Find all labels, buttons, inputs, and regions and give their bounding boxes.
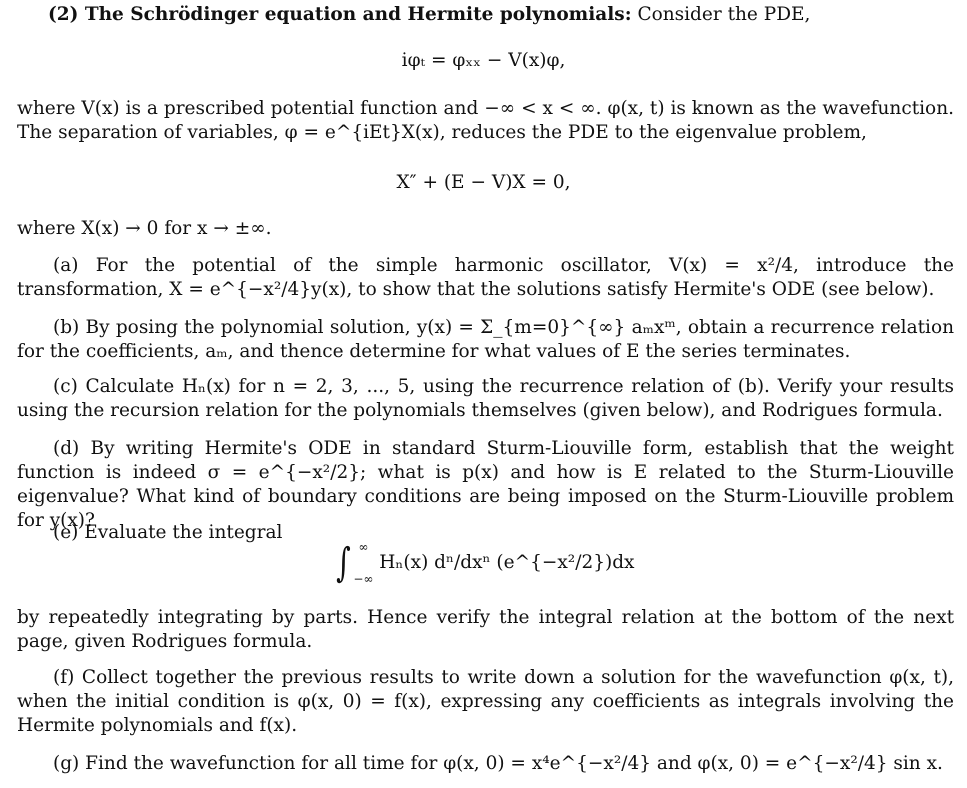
part-g: (g) Find the wavefunction for all time for φ(x, 0) = x⁴e^{−x²/4} and φ(x, 0) = e^{−x²/4} sin x. <box>53 753 943 774</box>
part-e-continued: by repeatedly integrating by parts. Hence verify the integral relation at the bottom of the next page, given Rodrigues formula. <box>17 607 954 652</box>
integral-equation <box>0 540 967 586</box>
part-e: (e) Evaluate the integral <box>53 522 283 543</box>
problem-title: (2) The Schrödinger equation and Hermite polynomials: <box>48 4 632 25</box>
integral-limits: ∞ −∞ <box>353 540 374 586</box>
part-f: (f) Collect together the previous results to write down a solution for the wavefunction φ(x, t), when the initial condition is φ(x, 0) = f(x), expressing any coefficients as integrals involving the Hermite polynomials and f(x). <box>17 667 954 736</box>
integral-integrand: Hₙ(x) dⁿ/dxⁿ (e^{−x²/2})dx <box>379 552 635 573</box>
boundary-note: where X(x) → 0 for x → ±∞. <box>17 218 272 239</box>
pde-equation <box>0 49 967 73</box>
intro-paragraph: where V(x) is a prescribed potential function and −∞ < x < ∞. φ(x, t) is known as the wavefunction. The separation of variables, φ = e^{iEt}X(x), reduces the PDE to the eigenvalue problem, <box>17 98 954 143</box>
part-d: (d) By writing Hermite's ODE in standard Sturm-Liouville form, establish that the weight function is indeed σ = e^{−x²/2}; what is p(x) and how is E related to the Sturm-Liouville eigenvalue? What kind of boundary conditions are being imposed on the Sturm-Liouville problem for y(x)? <box>17 438 954 531</box>
part-b: (b) By posing the polynomial solution, y(x) = Σ_{m=0}^{∞} aₘxᵐ, obtain a recurrence relation for the coefficients, aₘ, and thence determine for what values of E the series terminates. <box>17 317 954 362</box>
part-c: (c) Calculate Hₙ(x) for n = 2, 3, ..., 5, using the recurrence relation of (b). Verify your results using the recursion relation for the polynomials themselves (given below), and Rodrigues formula. <box>17 376 954 421</box>
part-a: (a) For the potential of the simple harmonic oscillator, V(x) = x²/4, introduce the transformation, X = e^{−x²/4}y(x), to show that the solutions satisfy Hermite's ODE (see below). <box>17 255 954 300</box>
problem-heading <box>48 3 810 27</box>
integral-sign: ∫ <box>335 540 351 586</box>
heading-text: Consider the PDE, <box>637 4 811 25</box>
pde-text: iφₜ = φₓₓ − V(x)φ, <box>401 50 566 71</box>
eigenvalue-equation <box>0 171 967 195</box>
eigen-text: X″ + (E − V)X = 0, <box>396 172 571 193</box>
